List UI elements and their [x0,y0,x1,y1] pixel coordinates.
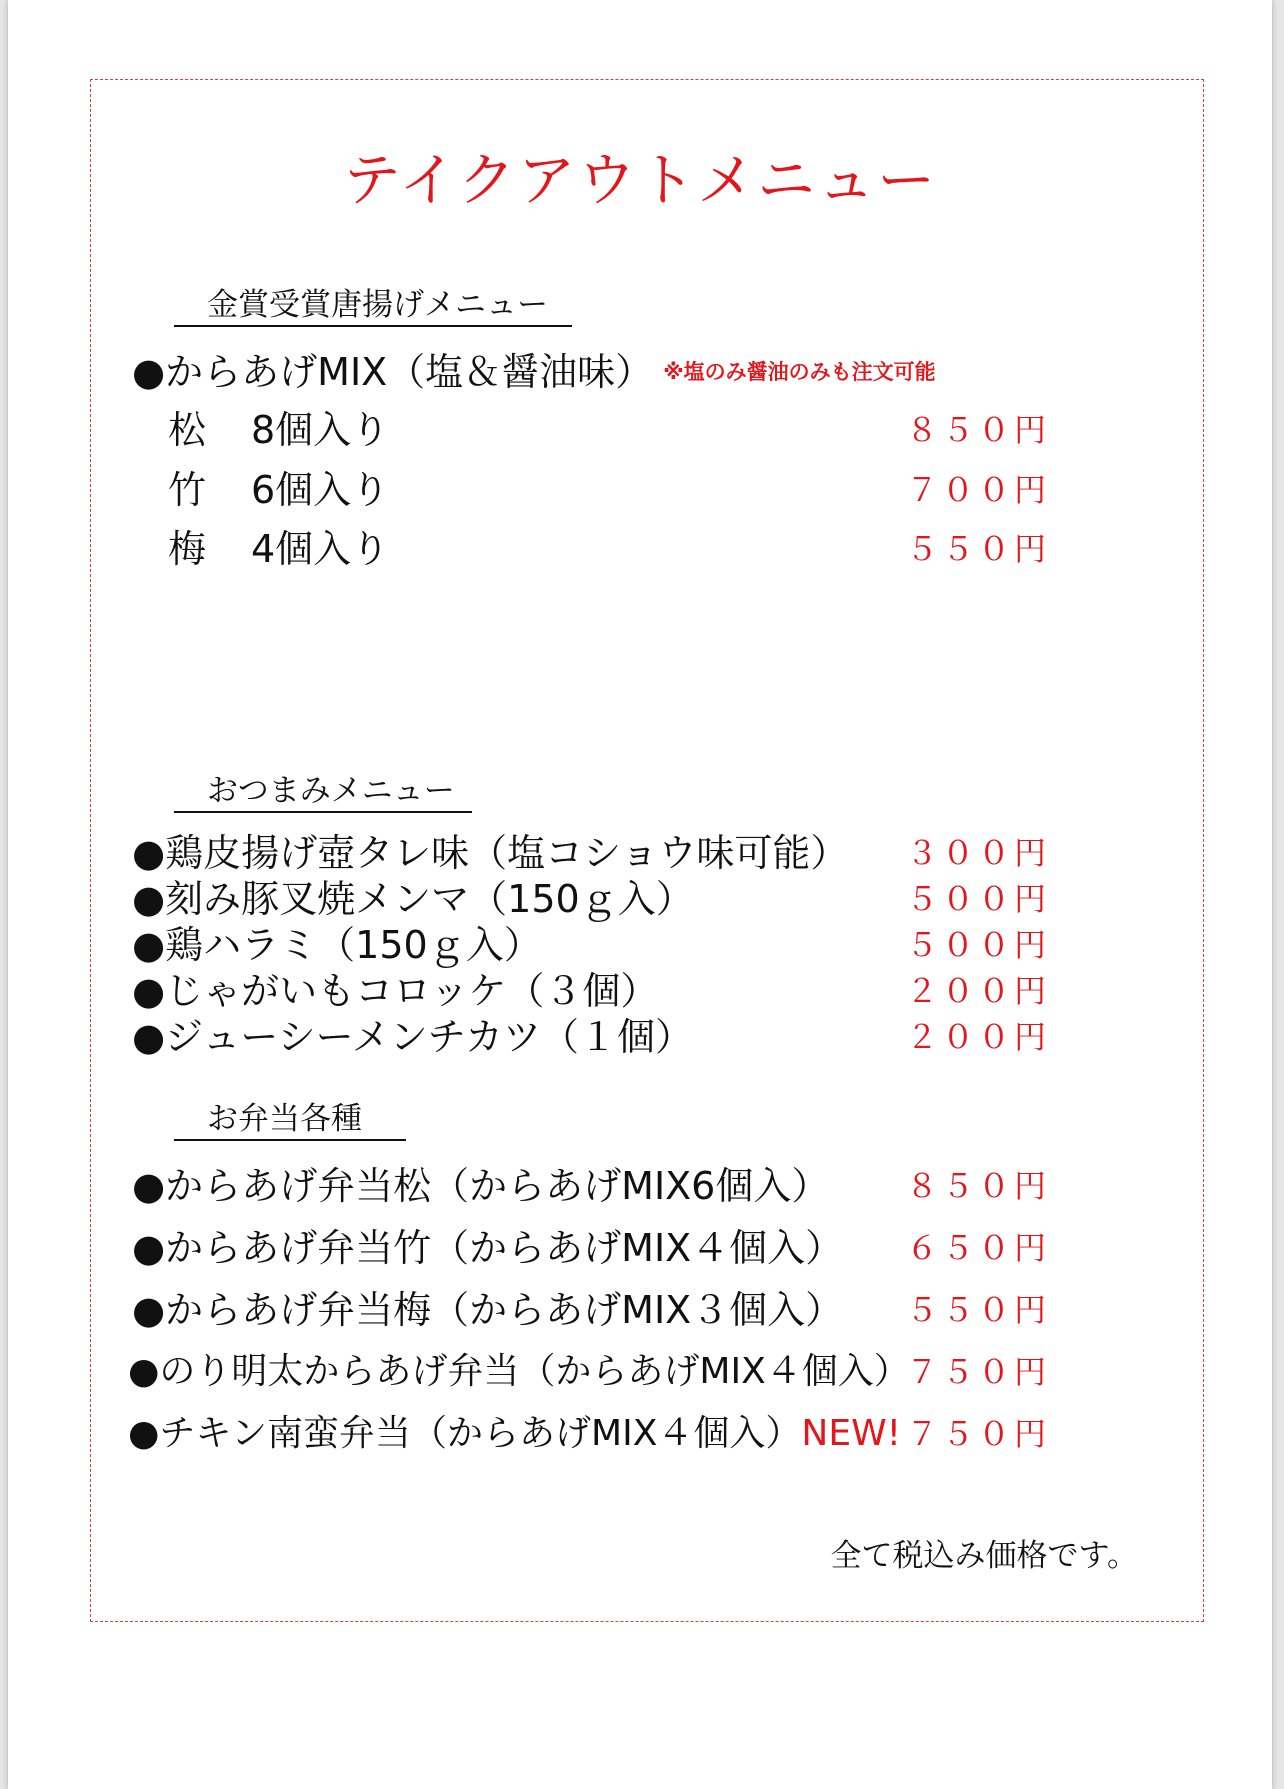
menu-item-chicken-nanban [128,1409,901,1459]
menu-item: ●刻み豚叉焼メンマ（150ｇ入） [132,877,694,921]
option-size: 6個入り [251,468,390,512]
option-grade: 松 [168,408,207,452]
menu-item: ●鶏皮揚げ壺タレ味（塩コショウ味可能） [132,831,849,875]
menu-item-price: ５００円 [905,880,1050,918]
option-price: ５５０円 [905,530,1050,568]
menu-item-price: ７５０円 [905,1415,1050,1453]
option-grade: 梅 [168,527,207,571]
tax-note: 全て税込み価格です。 [830,1538,1138,1574]
menu-item: ●からあげ弁当梅（からあげMIX３個入） [132,1288,844,1332]
menu-item-price: ５５０円 [905,1291,1050,1329]
section-heading-karaage: 金賞受賞唐揚げメニュー [174,285,572,327]
karaage-option-matsu [168,405,390,455]
option-price: ７００円 [905,471,1050,509]
option-size: 4個入り [251,527,390,571]
menu-item-name: ●からあげMIX（塩＆醤油味） [132,350,654,394]
page-title: テイクアウトメニュー [342,146,938,214]
option-price: ８５０円 [905,411,1050,449]
menu-item-price: ２００円 [905,972,1050,1010]
menu-item-price: ２００円 [905,1018,1050,1056]
menu-item-karaage-mix [132,347,936,397]
menu-item-name: ●チキン南蛮弁当（からあげMIX４個入） [128,1413,802,1454]
option-size: 8個入り [251,408,390,452]
menu-item: ●ジューシーメンチカツ（１個） [132,1015,693,1059]
menu-item-price: ８５０円 [905,1167,1050,1205]
order-note: ※塩のみ醤油のみも注文可能 [663,360,936,384]
menu-item: ●鶏ハラミ（150ｇ入） [132,923,542,967]
menu-item: ●からあげ弁当松（からあげMIX6個入） [132,1164,830,1208]
menu-item-price: ５００円 [905,926,1050,964]
new-badge: NEW! [801,1413,902,1454]
menu-page [8,0,1272,1789]
menu-item-price: ３００円 [905,834,1050,872]
section-heading-bento: お弁当各種 [174,1099,406,1141]
karaage-option-ume [168,524,390,574]
karaage-option-take [168,465,390,515]
menu-item-price: ６５０円 [905,1229,1050,1267]
section-heading-otsumami: おつまみメニュー [174,771,472,813]
menu-item-price: ７５０円 [905,1353,1050,1391]
menu-item: ●のり明太からあげ弁当（からあげMIX４個入） [128,1351,910,1392]
menu-item: ●からあげ弁当竹（からあげMIX４個入） [132,1226,844,1270]
menu-item: ●じゃがいもコロッケ（３個） [132,969,659,1013]
option-grade: 竹 [168,468,207,512]
